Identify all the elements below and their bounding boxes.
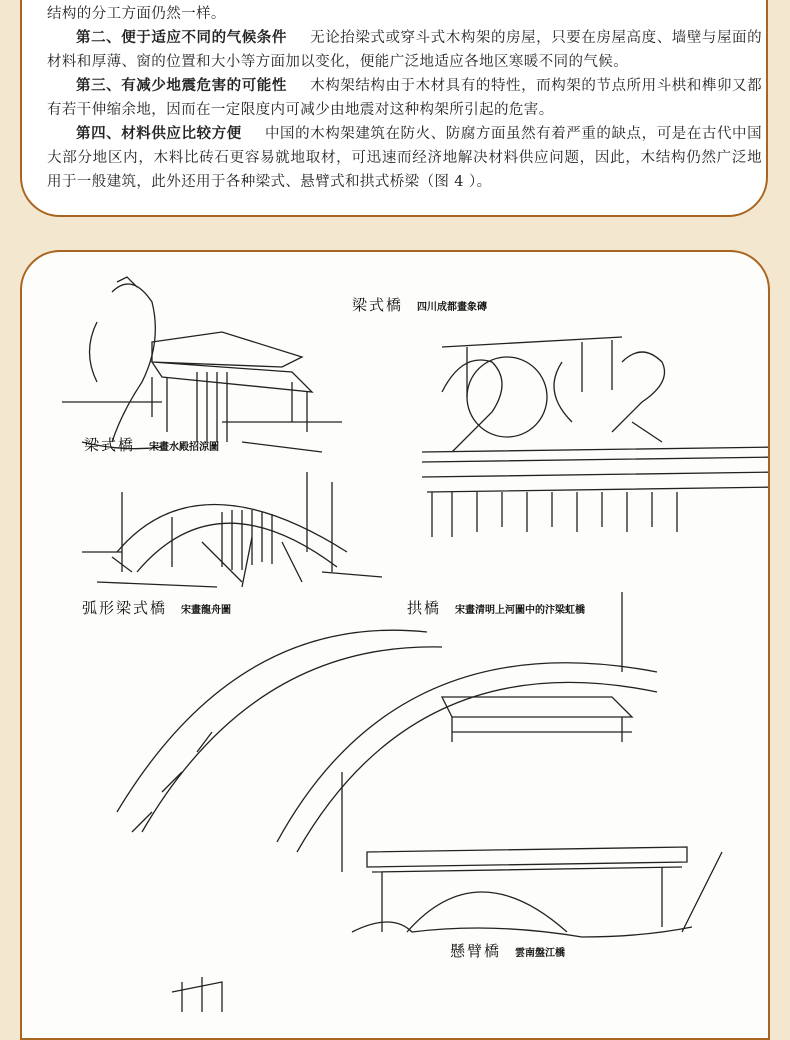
paragraph-text: 无论抬梁式或穿斗式木构架的房屋，只要在房屋高度、墙壁与屋面的材料和厚薄、窗的位置和大小等方面加以变化，便能广泛地适应各地区寒暖不同的气候。: [47, 30, 762, 70]
body-text: [47, 2, 762, 194]
caption-source: 宋畫龍舟圖: [181, 605, 232, 616]
caption-source: 四川成都畫象磚: [417, 302, 488, 313]
caption-water-pavilion: [84, 434, 219, 455]
caption-source: 宋畫水殿招涼圖: [149, 442, 220, 453]
heading-climate: 第二、便于适应不同的气候条件: [76, 30, 287, 46]
caption-source: 宋畫清明上河圖中的汴梁虹橋: [455, 605, 586, 616]
caption-chengdu-brick: [352, 294, 487, 315]
paragraph-climate: [47, 26, 762, 74]
caption-title: 拱橋: [407, 599, 442, 617]
caption-cantilever-bridge: [450, 940, 565, 961]
cantilever-bridge-drawing: [172, 847, 722, 1012]
caption-title: 懸臂橋: [450, 942, 502, 960]
relief-bridge-drawing: [422, 337, 770, 537]
caption-source: 雲南盤江橋: [515, 948, 566, 959]
paragraph-materials: [47, 122, 762, 194]
rainbow-arch-bridge-drawing: [117, 592, 657, 872]
paragraph-fragment: 结构的分工方面仍然一样。: [47, 6, 226, 22]
caption-title: 弧形梁式橋: [82, 599, 168, 617]
caption-title: 梁式橋: [352, 296, 404, 314]
paragraph-text: 木构架结构由于木材具有的特性，而构架的节点所用斗栱和榫卯又都有若干伸缩余地，因而在一定限度内可减少由地震对这种构架所引起的危害。: [47, 78, 762, 118]
text-card: [20, 0, 768, 217]
curved-beam-bridge-drawing: [82, 472, 382, 587]
caption-rainbow-bridge: [407, 597, 585, 618]
paragraph-earthquake: [47, 74, 762, 122]
caption-dragon-boat: [82, 597, 231, 618]
heading-materials: 第四、材料供应比较方便: [76, 126, 242, 142]
paragraph-text: 中国的木构架建筑在防火、防腐方面虽然有着严重的缺点，可是在古代中国大部分地区内，木料比砖石更容易就地取材，可迅速而经济地解决材料供应问题，因此，木结构仍然广泛地用于一般建筑，此外还用于各种梁式、悬臂式和拱式桥梁（图 4 ）。: [47, 126, 762, 190]
bridge-illustrations: [22, 252, 770, 1012]
figure-card: [20, 250, 770, 1040]
pavilion-bridge-drawing: [62, 277, 342, 452]
heading-earthquake: 第三、有减少地震危害的可能性: [76, 78, 287, 94]
caption-title: 梁式橋: [84, 436, 136, 454]
